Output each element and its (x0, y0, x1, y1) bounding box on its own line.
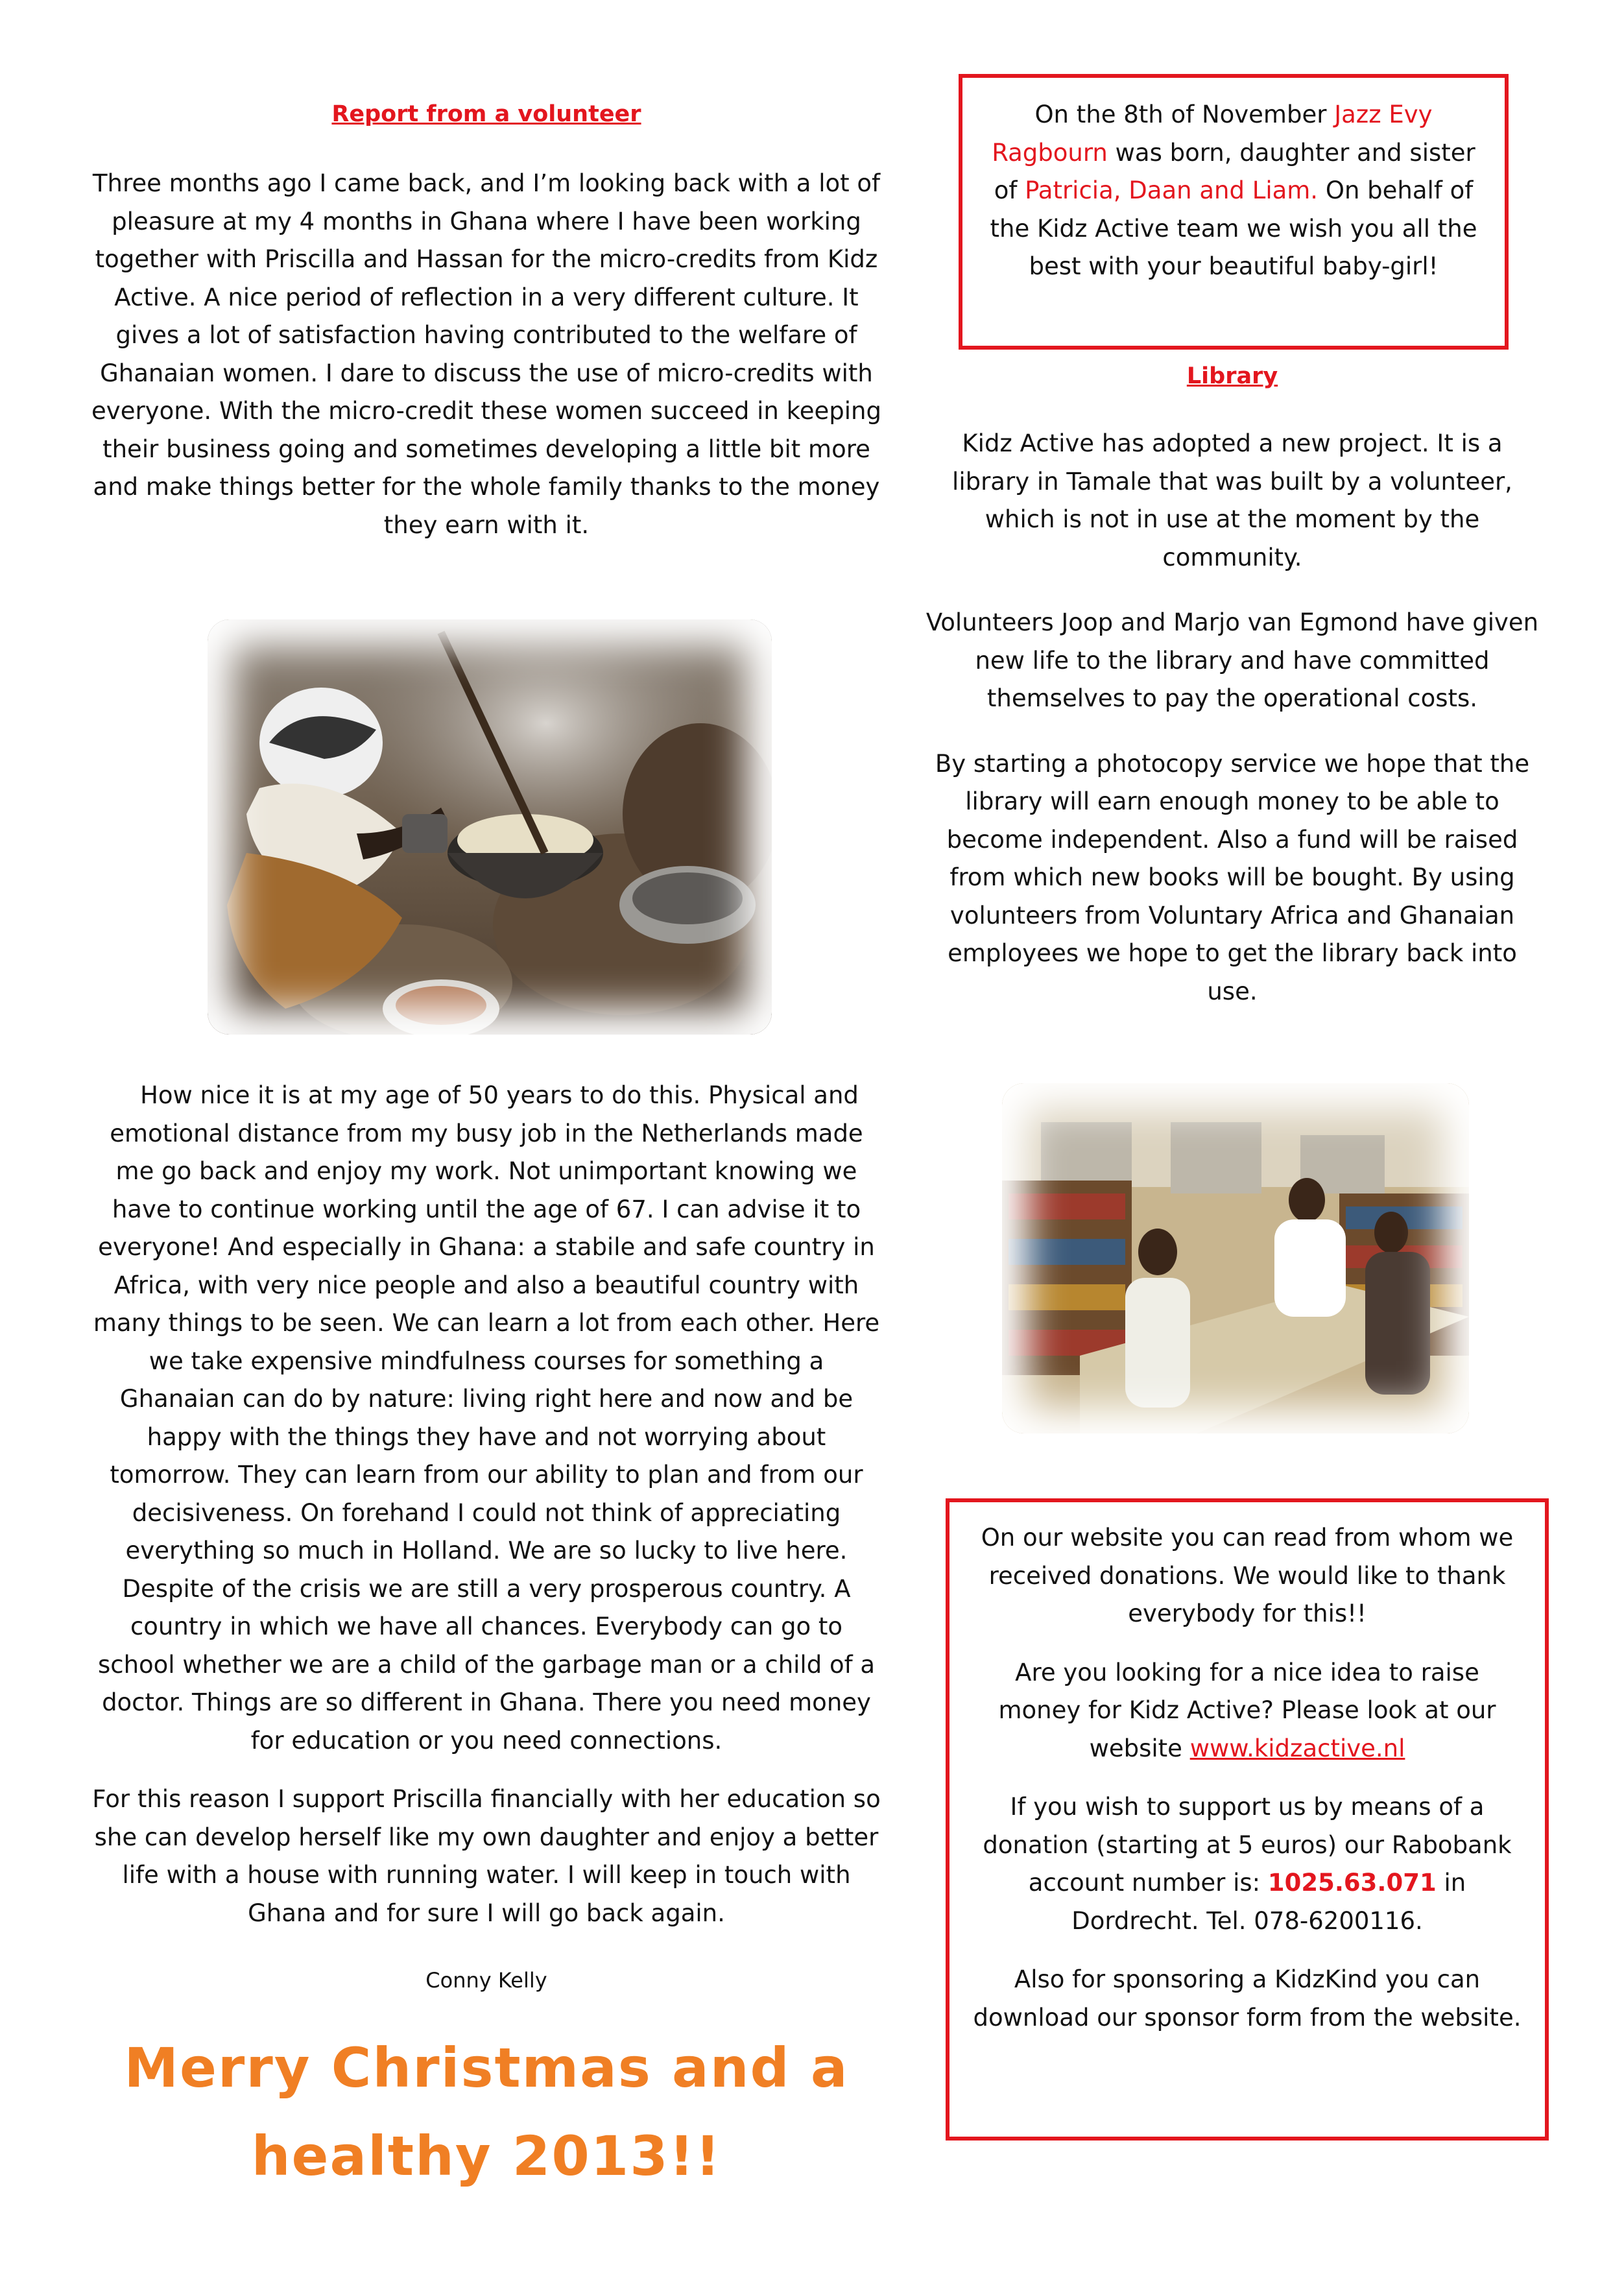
birth-text-3: On behalf of the Kidz Active team we wish you all the best with your beautiful baby-girl! (990, 176, 1477, 280)
donate-para-1: On our website you can read from whom we received donations. We would like to thank everybody for this!! (981, 1524, 1514, 1627)
birth-announcement-box (959, 74, 1509, 350)
greeting-line-1: Merry Christmas and a (124, 2036, 849, 2100)
birth-text-1: On the 8th of November (1034, 101, 1335, 128)
birth-text-2: was born, daughter and sister of (994, 138, 1475, 204)
report-body-1: How nice it is at my age of 50 years to do this. Physical and emotional distance from my busy job in the Netherlands made me go back and enjoy my work. Not unimportant knowing we have to continue working until the age of 67. I can advise it to everyone! And especially in Ghana: a stabile and safe country in Africa, with very nice people and also a beautiful country with many things to be seen. We can learn a lot from each other. Here we take expensive mindfulness courses for something a Ghanaian can do by nature: living right here and now and be happy with the things they have and not worrying about tomorrow. They can learn from our ability to plan and from our decisiveness. On forehand I could not think of appreciating everything so much in Holland. We are so lucky to live here. Despite of the crisis we are still a very prosperous country. A country in which we have all chances. Everybody can go to school whether we are a child of the garbage man or a child of a doctor. Things are so different in Ghana. There you need money for education or you need connections. (93, 1081, 880, 1755)
birth-announcement (988, 96, 1479, 286)
donation-info-box (946, 1498, 1549, 2141)
greeting-line-2: healthy 2013!! (251, 2124, 722, 2188)
library-para-3: By starting a photocopy service we hope that the library will earn enough money to be able to become independent. Also a fund will be raised from which new books will be bought. By using volunteers from Voluntary Africa and Ghanaian employees we hope to get the library back into use. (935, 749, 1530, 1005)
website-link[interactable]: www.kidzactive.nl (1189, 1734, 1405, 1762)
donate-para-3 (973, 1788, 1522, 1940)
report-heading: Report from a volunteer (331, 101, 641, 127)
donate-para-4: Also for sponsoring a KidzKind you can download our sponsor form from the website. (973, 1965, 1522, 2032)
report-intro: Three months ago I came back, and I’m looking back with a lot of pleasure at my 4 months in Ghana where I have been working together with Priscilla and Hassan for the micro-credits from Kidz Active. A nice period of reflection in a very different culture. It gives a lot of satisfaction having contributed to the welfare of Ghanaian women. I dare to discuss the use of micro-credits with everyone. With the micro-credit these women succeed in keeping their business going and sometimes developing a little bit more and make things better for the whole family thanks to the money they earn with it. (91, 169, 881, 539)
signature: Conny Kelly (425, 1968, 547, 1993)
report-body-block (91, 1077, 882, 1932)
library-para-2: Volunteers Joop and Marjo van Egmond have given new life to the library and have committed themselves to pay the operational costs. (925, 608, 1539, 712)
donate-para-2 (973, 1654, 1522, 1768)
report-intro-block (91, 165, 882, 544)
donate-para-3-end: in Dordrecht. Tel. 078-6200116. (1071, 1869, 1466, 1935)
donate-para-2-text: Are you looking for a nice idea to raise money for Kidz Active? Please look at our website (998, 1658, 1496, 1762)
cooking-photo (208, 619, 772, 1035)
baby-name: Jazz Evy Ragbourn (992, 101, 1433, 167)
account-number: 1025.63.071 (1267, 1869, 1437, 1897)
library-text-block (921, 425, 1544, 1011)
library-heading: Library (1186, 363, 1278, 389)
library-photo (1002, 1083, 1469, 1433)
library-para-1: Kidz Active has adopted a new project. It is a library in Tamale that was built by a volunteer, which is not in use at the moment by the community. (952, 429, 1512, 571)
christmas-greeting (91, 2024, 882, 2200)
donate-para-3-text: If you wish to support us by means of a donation (starting at 5 euros) our Rabobank account number is: (983, 1793, 1512, 1897)
sibling-names: Patricia, Daan and Liam. (1025, 176, 1319, 204)
report-body-2: For this reason I support Priscilla financially with her education so she can develop herself like my own daughter and enjoy a better life with a house with running water. I will keep in touch with Ghana and for sure I will go back again. (92, 1785, 881, 1927)
